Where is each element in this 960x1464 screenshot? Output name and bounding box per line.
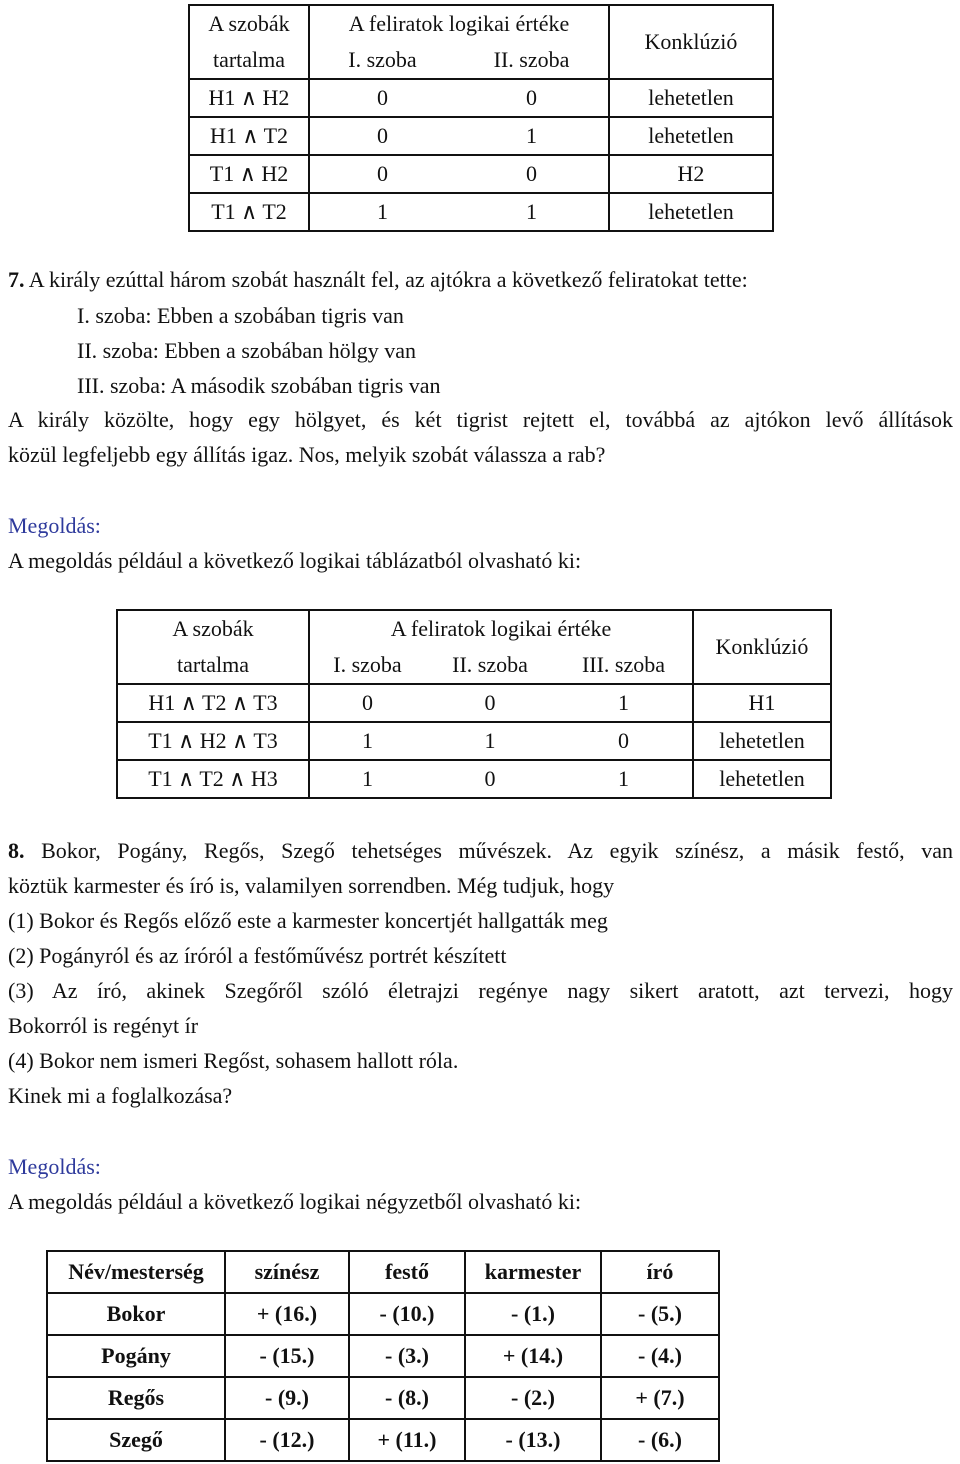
header-content-2: tartalma [189, 42, 309, 79]
room-3-sign: III. szoba: A második szobában tigris van [77, 373, 441, 398]
cell-value: 0 [425, 760, 555, 798]
cell-value: 1 [455, 193, 609, 231]
table-row [117, 760, 831, 798]
header-cell: Név/mesterség [47, 1251, 225, 1293]
table-row [189, 117, 773, 155]
header-room-1: I. szoba [309, 42, 455, 79]
cell-content: H1 ∧ H2 [208, 85, 290, 110]
room-1-sign: I. szoba: Ebben a szobában tigris van [77, 303, 404, 328]
cell-conclusion: lehetetlen [693, 722, 831, 760]
problem-number: 7. [8, 267, 25, 292]
cell-value: 1 [309, 193, 455, 231]
cell-conclusion: lehetetlen [609, 117, 773, 155]
header-cell: színész [225, 1251, 349, 1293]
clue-2: (2) Pogányról és az íróról a festőművész portrét készített [8, 943, 507, 968]
problem-8-line-2: köztük karmester és író is, valamilyen sorrendben. Még tudjuk, hogy [8, 873, 615, 898]
cell-value: 0 [309, 117, 455, 155]
problem-7-text-2: közül legfeljebb egy állítás igaz. Nos, melyik szobát válassza a rab? [8, 442, 606, 467]
header-conclusion: Konklúzió [693, 610, 831, 684]
question: Kinek mi a foglalkozása? [8, 1083, 233, 1108]
header-room-3: III. szoba [555, 647, 693, 684]
clue-1: (1) Bokor és Regős előző este a karmester koncertjét hallgatták meg [8, 908, 608, 933]
header-room-2: II. szoba [425, 647, 555, 684]
header-content-2: tartalma [117, 647, 309, 684]
cell-content: T1 ∧ H2 [189, 155, 309, 193]
cell-value: 1 [618, 690, 629, 715]
solution-label: Megoldás: [8, 513, 101, 538]
cell: + (14.) [465, 1335, 601, 1377]
cell-value: 0 [309, 684, 425, 722]
cell-conclusion: lehetetlen [609, 79, 773, 117]
cell-value: 0 [309, 79, 455, 117]
cell: Szegő [47, 1419, 225, 1461]
cell-conclusion: H2 [609, 155, 773, 193]
table-row [189, 155, 773, 193]
problem-text: A király ezúttal három szobát használt fel, az ajtókra a következő feliratokat tette: [28, 267, 748, 292]
cell: - (15.) [225, 1335, 349, 1377]
cell-conclusion: H1 [693, 684, 831, 722]
solution-text: A megoldás például a következő logikai négyzetből olvasható ki: [8, 1189, 582, 1214]
cell: + (16.) [225, 1293, 349, 1335]
header-content: A szobák [172, 616, 254, 641]
cell: Bokor [47, 1293, 225, 1335]
table-row [117, 684, 831, 722]
clue-3-continued: Bokorról is regényt ír [8, 1013, 199, 1038]
header-room-1: I. szoba [309, 647, 425, 684]
table-row [189, 193, 773, 231]
cell: - (4.) [601, 1335, 719, 1377]
cell: - (6.) [601, 1419, 719, 1461]
header-cell: író [601, 1251, 719, 1293]
problem-number: 8. [8, 838, 25, 863]
table-row [47, 1293, 719, 1335]
cell-content: T1 ∧ T2 [189, 193, 309, 231]
rooms-truth-table-2 [188, 4, 774, 232]
logic-grid [46, 1250, 720, 1462]
header-label-values: A feliratok logikai értéke [309, 610, 693, 647]
problem-8-line-1 [8, 836, 953, 866]
cell-conclusion: lehetetlen [693, 760, 831, 798]
cell-content: T1 ∧ T2 ∧ H3 [117, 760, 309, 798]
cell: - (10.) [349, 1293, 465, 1335]
rooms-truth-table-3 [116, 609, 832, 799]
clue-4: (4) Bokor nem ismeri Regőst, sohasem hallott róla. [8, 1048, 459, 1073]
header-cell: karmester [465, 1251, 601, 1293]
cell: + (11.) [349, 1419, 465, 1461]
cell-content: H1 ∧ T2 [189, 117, 309, 155]
table-row [47, 1335, 719, 1377]
clue-3: (3) Az író, akinek Szegőről szóló életrajzi regénye nagy sikert aratott, azt tervezi, hogy [8, 978, 953, 1003]
table-row [189, 79, 773, 117]
problem-text: Bokor, Pogány, Regős, Szegő tehetséges művészek. Az egyik színész, a másik festő, van [41, 838, 953, 863]
cell-value: 1 [309, 722, 425, 760]
solution-text: A megoldás például a következő logikai táblázatból olvasható ki: [8, 548, 582, 573]
header-label-values: A feliratok logikai értéke [309, 5, 609, 42]
cell-value: 0 [526, 85, 537, 110]
table-row [47, 1419, 719, 1461]
header-room-2: II. szoba [455, 42, 609, 79]
cell: - (3.) [349, 1335, 465, 1377]
cell: Regős [47, 1377, 225, 1419]
problem-7-text-1: A király közölte, hogy egy hölgyet, és két tigrist rejtett el, továbbá az ajtókon levő állítások [8, 407, 953, 432]
cell-value: 0 [455, 155, 609, 193]
cell-value: 0 [555, 722, 693, 760]
header-conclusion: Konklúzió [609, 5, 773, 79]
cell-value: 0 [484, 690, 496, 715]
cell-content: T1 ∧ H2 ∧ T3 [117, 722, 309, 760]
cell: - (5.) [601, 1293, 719, 1335]
room-2-sign: II. szoba: Ebben a szobában hölgy van [77, 338, 417, 363]
problem-7-intro [8, 265, 748, 295]
cell-conclusion: lehetetlen [609, 193, 773, 231]
cell-value: 0 [309, 155, 455, 193]
cell: - (9.) [225, 1377, 349, 1419]
cell: - (8.) [349, 1377, 465, 1419]
cell-value: 1 [309, 760, 425, 798]
table-row [47, 1377, 719, 1419]
cell: - (13.) [465, 1419, 601, 1461]
cell: - (1.) [465, 1293, 601, 1335]
table-row [117, 722, 831, 760]
cell: Pogány [47, 1335, 225, 1377]
cell-value: 1 [425, 722, 555, 760]
cell: - (2.) [465, 1377, 601, 1419]
cell: - (12.) [225, 1419, 349, 1461]
cell-value: 1 [555, 760, 693, 798]
header-cell: festő [349, 1251, 465, 1293]
cell-value: 1 [455, 117, 609, 155]
solution-label: Megoldás: [8, 1154, 101, 1179]
cell-content: H1 ∧ T2 ∧ T3 [148, 690, 278, 715]
table-header-row [47, 1251, 719, 1293]
header-content: A szobák [208, 11, 290, 36]
cell: + (7.) [601, 1377, 719, 1419]
